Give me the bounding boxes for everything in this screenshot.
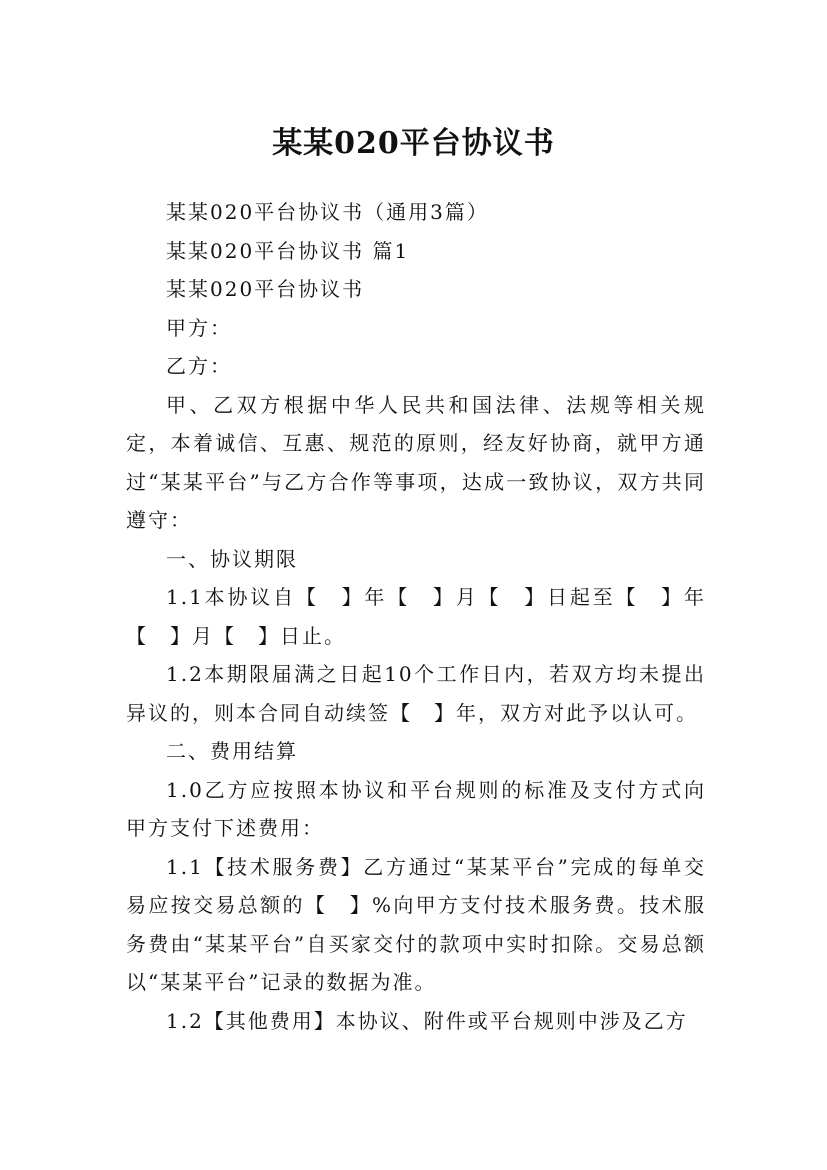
paragraph: 1.1【技术服务费】乙方通过“某某平台”完成的每单交易应按交易总额的【 】%向甲方支付技术服务费。技术服务费由“某某平台”自买家交付的款项中实时扣除。交易总额以“某某平台”记录的数据为准。: [126, 854, 706, 994]
paragraph: 某某020平台协议书: [166, 277, 365, 301]
paragraph: 1.0乙方应按照本协议和平台规则的标准及支付方式向甲方支付下述费用：: [126, 777, 706, 840]
paragraph: 甲、乙双方根据中华人民共和国法律、法规等相关规定，本着诚信、互惠、规范的原则，经友好协商，就甲方通过“某某平台”与乙方合作等事项，达成一致协议，双方共同遵守：: [126, 392, 706, 532]
section-heading: 二、费用结算: [166, 739, 298, 763]
paragraph: 乙方：: [166, 354, 232, 378]
section-heading: 一、协议期限: [166, 546, 298, 571]
document-title: 某某020平台协议书: [272, 126, 555, 162]
paragraph: 1.2【其他费用】本协议、附件或平台规则中涉及乙方: [166, 1008, 688, 1033]
paragraph: 甲方：: [166, 315, 232, 340]
paragraph: 1.2本期限届满之日起10个工作日内，若双方均未提出异议的，则本合同自动续签【 】年，双方对此予以认可。: [126, 662, 706, 725]
paragraph: 1.1本协议自【 】年【 】月【 】日起至【 】年【 】月【 】日止。: [126, 585, 706, 648]
paragraph: 某某020平台协议书（通用3篇）: [166, 200, 489, 224]
document-body: [126, 193, 706, 1040]
paragraph: 某某020平台协议书 篇1: [166, 238, 410, 263]
